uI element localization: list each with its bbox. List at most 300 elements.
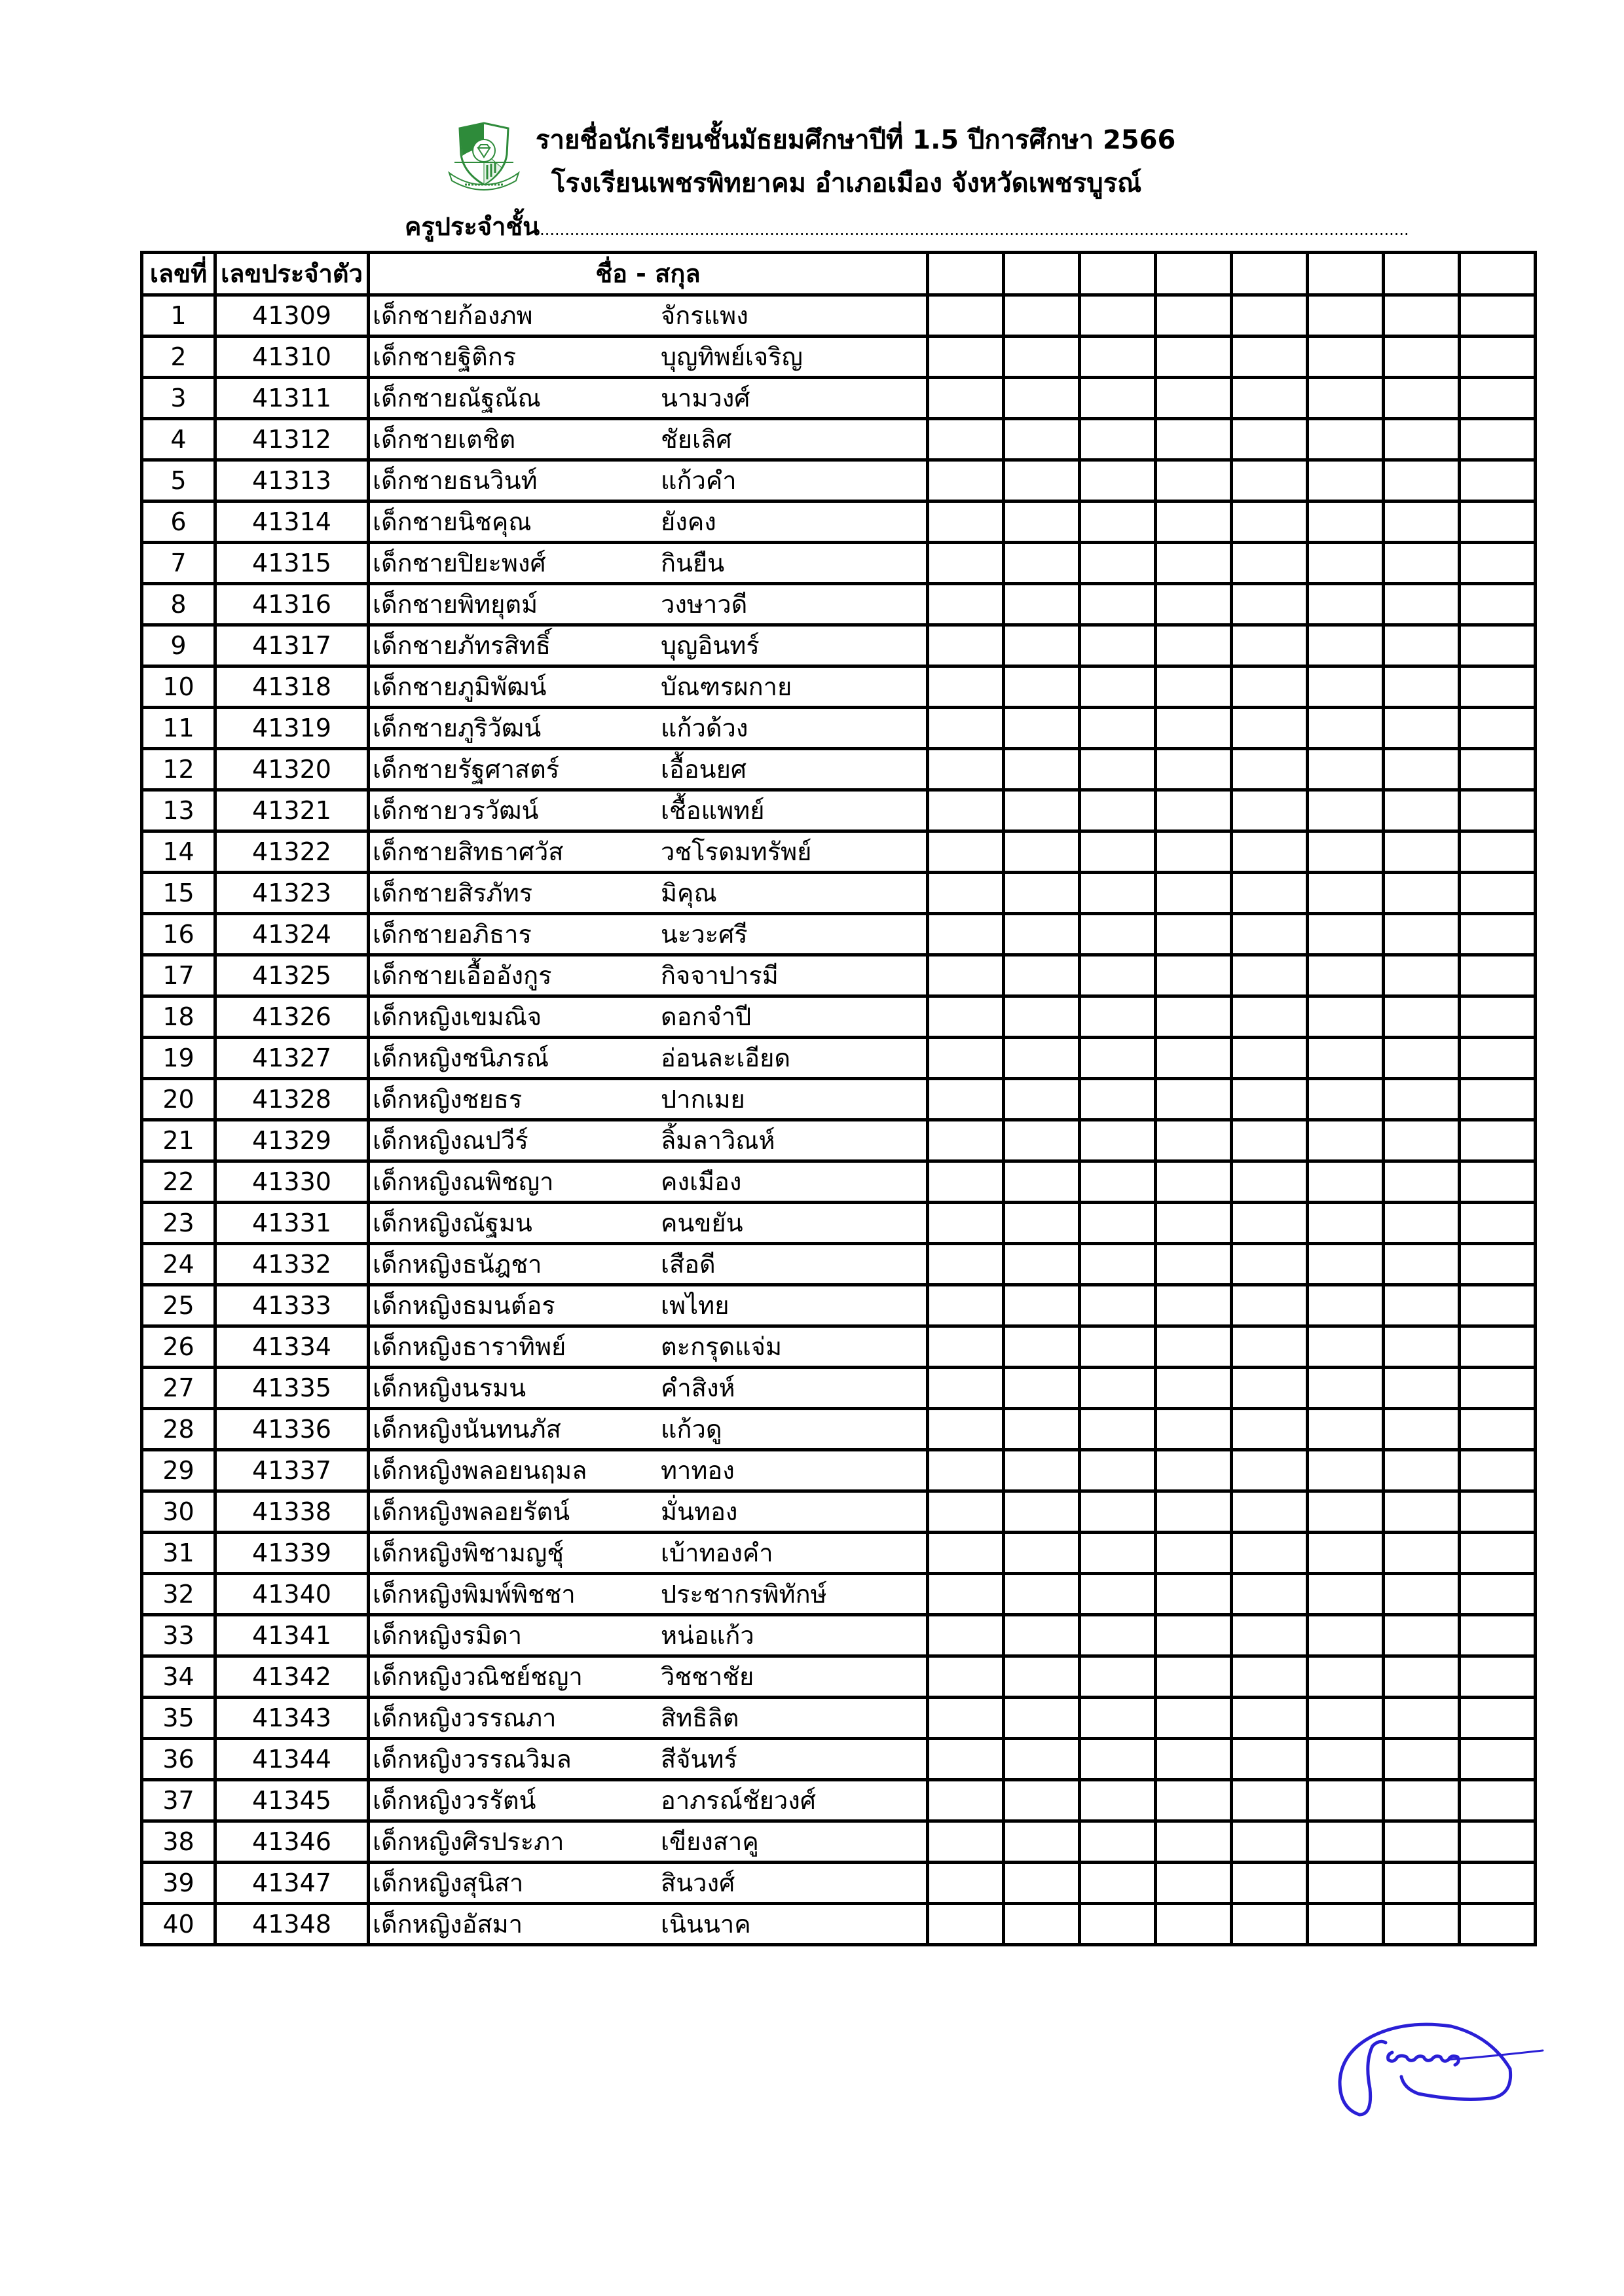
blank-check-cell[interactable] (1232, 1450, 1308, 1491)
blank-check-cell[interactable] (1080, 873, 1156, 914)
blank-check-cell[interactable] (928, 790, 1004, 831)
blank-check-cell[interactable] (1384, 1079, 1460, 1120)
blank-check-cell[interactable] (1232, 873, 1308, 914)
blank-check-cell[interactable] (1232, 1698, 1308, 1739)
blank-check-cell[interactable] (1156, 1161, 1232, 1203)
blank-check-cell[interactable] (1080, 1698, 1156, 1739)
blank-check-cell[interactable] (1232, 1574, 1308, 1615)
blank-check-cell[interactable] (1308, 501, 1384, 543)
blank-check-cell[interactable] (1384, 1656, 1460, 1698)
blank-check-cell[interactable] (1156, 543, 1232, 584)
blank-check-cell[interactable] (1460, 295, 1536, 337)
blank-check-cell[interactable] (1308, 419, 1384, 460)
blank-check-cell[interactable] (1308, 337, 1384, 378)
blank-check-cell[interactable] (1308, 584, 1384, 625)
blank-check-cell[interactable] (1156, 996, 1232, 1038)
blank-check-cell[interactable] (928, 831, 1004, 873)
blank-check-cell[interactable] (928, 996, 1004, 1038)
blank-check-cell[interactable] (1004, 1244, 1080, 1285)
blank-check-cell[interactable] (1232, 337, 1308, 378)
blank-check-cell[interactable] (1460, 666, 1536, 708)
blank-check-cell[interactable] (1308, 1739, 1384, 1780)
blank-check-cell[interactable] (1080, 708, 1156, 749)
blank-check-cell[interactable] (1080, 1326, 1156, 1368)
blank-check-cell[interactable] (1460, 1079, 1536, 1120)
blank-check-cell[interactable] (1004, 501, 1080, 543)
blank-check-cell[interactable] (1308, 1244, 1384, 1285)
blank-check-cell[interactable] (1384, 1038, 1460, 1079)
blank-check-cell[interactable] (928, 1698, 1004, 1739)
blank-check-cell[interactable] (928, 1780, 1004, 1821)
blank-check-cell[interactable] (1384, 831, 1460, 873)
blank-check-cell[interactable] (1080, 1038, 1156, 1079)
blank-check-cell[interactable] (1308, 295, 1384, 337)
blank-check-cell[interactable] (1232, 1533, 1308, 1574)
blank-check-cell[interactable] (1004, 1203, 1080, 1244)
blank-check-cell[interactable] (1080, 625, 1156, 666)
blank-check-cell[interactable] (1004, 1120, 1080, 1161)
blank-check-cell[interactable] (1080, 1574, 1156, 1615)
blank-check-cell[interactable] (1156, 955, 1232, 996)
blank-check-cell[interactable] (1384, 1780, 1460, 1821)
blank-check-cell[interactable] (1460, 460, 1536, 501)
blank-check-cell[interactable] (1460, 625, 1536, 666)
blank-check-cell[interactable] (1232, 1739, 1308, 1780)
blank-check-cell[interactable] (1232, 1409, 1308, 1450)
blank-check-cell[interactable] (1004, 1409, 1080, 1450)
blank-check-cell[interactable] (1004, 1615, 1080, 1656)
blank-check-cell[interactable] (928, 1285, 1004, 1326)
blank-check-cell[interactable] (1004, 460, 1080, 501)
blank-check-cell[interactable] (1080, 295, 1156, 337)
blank-check-cell[interactable] (1384, 378, 1460, 419)
blank-check-cell[interactable] (1232, 584, 1308, 625)
blank-check-cell[interactable] (1460, 1038, 1536, 1079)
blank-check-cell[interactable] (1308, 1656, 1384, 1698)
blank-check-cell[interactable] (1308, 1780, 1384, 1821)
blank-check-cell[interactable] (1460, 1574, 1536, 1615)
blank-check-cell[interactable] (1080, 1161, 1156, 1203)
blank-check-cell[interactable] (1308, 1161, 1384, 1203)
blank-check-cell[interactable] (1384, 295, 1460, 337)
blank-check-cell[interactable] (1460, 1368, 1536, 1409)
blank-check-cell[interactable] (1308, 749, 1384, 790)
blank-check-cell[interactable] (1308, 1079, 1384, 1120)
blank-check-cell[interactable] (1004, 584, 1080, 625)
blank-check-cell[interactable] (1460, 1739, 1536, 1780)
blank-check-cell[interactable] (1156, 378, 1232, 419)
blank-check-cell[interactable] (1232, 543, 1308, 584)
blank-check-cell[interactable] (1080, 419, 1156, 460)
blank-check-cell[interactable] (1232, 1904, 1308, 1945)
blank-check-cell[interactable] (1460, 1450, 1536, 1491)
blank-check-cell[interactable] (928, 460, 1004, 501)
blank-check-cell[interactable] (1156, 295, 1232, 337)
blank-check-cell[interactable] (1460, 831, 1536, 873)
blank-check-cell[interactable] (928, 1450, 1004, 1491)
blank-check-cell[interactable] (1308, 1821, 1384, 1863)
blank-check-cell[interactable] (1080, 1821, 1156, 1863)
blank-check-cell[interactable] (1384, 749, 1460, 790)
blank-check-cell[interactable] (1232, 1244, 1308, 1285)
blank-check-cell[interactable] (928, 1326, 1004, 1368)
blank-check-cell[interactable] (1308, 1698, 1384, 1739)
blank-check-cell[interactable] (928, 1120, 1004, 1161)
blank-check-cell[interactable] (928, 1739, 1004, 1780)
blank-check-cell[interactable] (928, 1161, 1004, 1203)
blank-check-cell[interactable] (1004, 666, 1080, 708)
blank-check-cell[interactable] (1460, 1326, 1536, 1368)
blank-check-cell[interactable] (1232, 295, 1308, 337)
blank-check-cell[interactable] (1080, 584, 1156, 625)
blank-check-cell[interactable] (928, 1574, 1004, 1615)
blank-check-cell[interactable] (1460, 873, 1536, 914)
blank-check-cell[interactable] (1156, 708, 1232, 749)
blank-check-cell[interactable] (928, 914, 1004, 955)
blank-check-cell[interactable] (1080, 996, 1156, 1038)
blank-check-cell[interactable] (928, 1409, 1004, 1450)
blank-check-cell[interactable] (1232, 1285, 1308, 1326)
blank-check-cell[interactable] (1232, 1203, 1308, 1244)
blank-check-cell[interactable] (1004, 1326, 1080, 1368)
blank-check-cell[interactable] (1156, 501, 1232, 543)
blank-check-cell[interactable] (1384, 708, 1460, 749)
blank-check-cell[interactable] (1232, 1821, 1308, 1863)
blank-check-cell[interactable] (1004, 996, 1080, 1038)
blank-check-cell[interactable] (1308, 1368, 1384, 1409)
blank-check-cell[interactable] (1004, 337, 1080, 378)
blank-check-cell[interactable] (1384, 1491, 1460, 1533)
blank-check-cell[interactable] (1080, 1533, 1156, 1574)
blank-check-cell[interactable] (1460, 1409, 1536, 1450)
blank-check-cell[interactable] (1308, 666, 1384, 708)
blank-check-cell[interactable] (1384, 1615, 1460, 1656)
blank-check-cell[interactable] (1384, 501, 1460, 543)
blank-check-cell[interactable] (1384, 1904, 1460, 1945)
blank-check-cell[interactable] (1156, 584, 1232, 625)
blank-check-cell[interactable] (1384, 790, 1460, 831)
blank-check-cell[interactable] (1004, 955, 1080, 996)
blank-check-cell[interactable] (1308, 914, 1384, 955)
blank-check-cell[interactable] (1080, 1615, 1156, 1656)
blank-check-cell[interactable] (1004, 1904, 1080, 1945)
blank-check-cell[interactable] (1156, 460, 1232, 501)
blank-check-cell[interactable] (1004, 1450, 1080, 1491)
blank-check-cell[interactable] (1460, 1863, 1536, 1904)
blank-check-cell[interactable] (1156, 1491, 1232, 1533)
blank-check-cell[interactable] (1080, 831, 1156, 873)
blank-check-cell[interactable] (1460, 1244, 1536, 1285)
blank-check-cell[interactable] (1232, 625, 1308, 666)
blank-check-cell[interactable] (928, 625, 1004, 666)
blank-check-cell[interactable] (1384, 419, 1460, 460)
blank-check-cell[interactable] (1308, 1326, 1384, 1368)
blank-check-cell[interactable] (1308, 1615, 1384, 1656)
blank-check-cell[interactable] (1232, 708, 1308, 749)
blank-check-cell[interactable] (1232, 955, 1308, 996)
blank-check-cell[interactable] (1460, 1120, 1536, 1161)
blank-check-cell[interactable] (1080, 1203, 1156, 1244)
blank-check-cell[interactable] (1004, 749, 1080, 790)
blank-check-cell[interactable] (1232, 501, 1308, 543)
blank-check-cell[interactable] (1460, 1698, 1536, 1739)
blank-check-cell[interactable] (1232, 419, 1308, 460)
blank-check-cell[interactable] (1384, 1326, 1460, 1368)
blank-check-cell[interactable] (1232, 1491, 1308, 1533)
blank-check-cell[interactable] (1232, 1161, 1308, 1203)
blank-check-cell[interactable] (1308, 378, 1384, 419)
blank-check-cell[interactable] (1156, 666, 1232, 708)
blank-check-cell[interactable] (1080, 501, 1156, 543)
blank-check-cell[interactable] (1156, 1698, 1232, 1739)
blank-check-cell[interactable] (928, 1615, 1004, 1656)
blank-check-cell[interactable] (1384, 666, 1460, 708)
blank-check-cell[interactable] (1308, 1120, 1384, 1161)
blank-check-cell[interactable] (1384, 873, 1460, 914)
blank-check-cell[interactable] (1384, 1244, 1460, 1285)
blank-check-cell[interactable] (1080, 1079, 1156, 1120)
blank-check-cell[interactable] (1308, 873, 1384, 914)
blank-check-cell[interactable] (1004, 419, 1080, 460)
blank-check-cell[interactable] (1080, 790, 1156, 831)
blank-check-cell[interactable] (1156, 914, 1232, 955)
blank-check-cell[interactable] (1384, 1450, 1460, 1491)
blank-check-cell[interactable] (1156, 1079, 1232, 1120)
blank-check-cell[interactable] (1232, 1326, 1308, 1368)
blank-check-cell[interactable] (1308, 625, 1384, 666)
blank-check-cell[interactable] (1384, 625, 1460, 666)
blank-check-cell[interactable] (1004, 790, 1080, 831)
blank-check-cell[interactable] (1156, 1780, 1232, 1821)
blank-check-cell[interactable] (1156, 1821, 1232, 1863)
blank-check-cell[interactable] (1384, 996, 1460, 1038)
blank-check-cell[interactable] (1460, 501, 1536, 543)
blank-check-cell[interactable] (928, 1656, 1004, 1698)
blank-check-cell[interactable] (1004, 543, 1080, 584)
blank-check-cell[interactable] (1308, 708, 1384, 749)
blank-check-cell[interactable] (1460, 1161, 1536, 1203)
blank-check-cell[interactable] (1004, 1038, 1080, 1079)
blank-check-cell[interactable] (1156, 1244, 1232, 1285)
blank-check-cell[interactable] (1460, 1780, 1536, 1821)
blank-check-cell[interactable] (1460, 419, 1536, 460)
blank-check-cell[interactable] (1004, 708, 1080, 749)
blank-check-cell[interactable] (1080, 914, 1156, 955)
blank-check-cell[interactable] (1384, 1161, 1460, 1203)
blank-check-cell[interactable] (1232, 666, 1308, 708)
blank-check-cell[interactable] (1004, 831, 1080, 873)
blank-check-cell[interactable] (1384, 543, 1460, 584)
blank-check-cell[interactable] (1080, 955, 1156, 996)
blank-check-cell[interactable] (1460, 584, 1536, 625)
blank-check-cell[interactable] (1460, 1821, 1536, 1863)
blank-check-cell[interactable] (1004, 1780, 1080, 1821)
blank-check-cell[interactable] (1384, 1821, 1460, 1863)
blank-check-cell[interactable] (1080, 1368, 1156, 1409)
blank-check-cell[interactable] (1156, 1120, 1232, 1161)
blank-check-cell[interactable] (1156, 1656, 1232, 1698)
blank-check-cell[interactable] (1080, 1780, 1156, 1821)
blank-check-cell[interactable] (1308, 1904, 1384, 1945)
blank-check-cell[interactable] (1308, 543, 1384, 584)
blank-check-cell[interactable] (1460, 1203, 1536, 1244)
blank-check-cell[interactable] (1308, 1038, 1384, 1079)
blank-check-cell[interactable] (928, 708, 1004, 749)
blank-check-cell[interactable] (1080, 543, 1156, 584)
blank-check-cell[interactable] (1156, 1739, 1232, 1780)
blank-check-cell[interactable] (1080, 1656, 1156, 1698)
blank-check-cell[interactable] (1232, 1656, 1308, 1698)
blank-check-cell[interactable] (1004, 1821, 1080, 1863)
blank-check-cell[interactable] (1308, 996, 1384, 1038)
blank-check-cell[interactable] (928, 1038, 1004, 1079)
blank-check-cell[interactable] (1232, 749, 1308, 790)
blank-check-cell[interactable] (1156, 1409, 1232, 1450)
blank-check-cell[interactable] (1308, 790, 1384, 831)
blank-check-cell[interactable] (1460, 749, 1536, 790)
blank-check-cell[interactable] (928, 1533, 1004, 1574)
blank-check-cell[interactable] (1004, 1491, 1080, 1533)
blank-check-cell[interactable] (928, 1203, 1004, 1244)
blank-check-cell[interactable] (1080, 749, 1156, 790)
blank-check-cell[interactable] (1080, 337, 1156, 378)
blank-check-cell[interactable] (1308, 1574, 1384, 1615)
blank-check-cell[interactable] (1004, 1161, 1080, 1203)
blank-check-cell[interactable] (1460, 543, 1536, 584)
blank-check-cell[interactable] (928, 1491, 1004, 1533)
blank-check-cell[interactable] (1156, 790, 1232, 831)
blank-check-cell[interactable] (928, 749, 1004, 790)
blank-check-cell[interactable] (1384, 1203, 1460, 1244)
blank-check-cell[interactable] (1004, 1863, 1080, 1904)
blank-check-cell[interactable] (928, 1368, 1004, 1409)
blank-check-cell[interactable] (1156, 1863, 1232, 1904)
blank-check-cell[interactable] (1308, 1863, 1384, 1904)
blank-check-cell[interactable] (1080, 1904, 1156, 1945)
blank-check-cell[interactable] (1384, 955, 1460, 996)
blank-check-cell[interactable] (1156, 1203, 1232, 1244)
blank-check-cell[interactable] (1004, 914, 1080, 955)
blank-check-cell[interactable] (928, 501, 1004, 543)
blank-check-cell[interactable] (1156, 1326, 1232, 1368)
blank-check-cell[interactable] (1232, 914, 1308, 955)
blank-check-cell[interactable] (1308, 1533, 1384, 1574)
blank-check-cell[interactable] (1004, 1533, 1080, 1574)
blank-check-cell[interactable] (928, 543, 1004, 584)
blank-check-cell[interactable] (1080, 1244, 1156, 1285)
blank-check-cell[interactable] (1080, 1491, 1156, 1533)
blank-check-cell[interactable] (1384, 1739, 1460, 1780)
blank-check-cell[interactable] (1004, 295, 1080, 337)
blank-check-cell[interactable] (928, 1821, 1004, 1863)
blank-check-cell[interactable] (1460, 914, 1536, 955)
blank-check-cell[interactable] (1080, 1863, 1156, 1904)
blank-check-cell[interactable] (1080, 1409, 1156, 1450)
blank-check-cell[interactable] (1384, 1533, 1460, 1574)
blank-check-cell[interactable] (1004, 1368, 1080, 1409)
blank-check-cell[interactable] (928, 1904, 1004, 1945)
blank-check-cell[interactable] (1156, 1450, 1232, 1491)
blank-check-cell[interactable] (1460, 337, 1536, 378)
blank-check-cell[interactable] (1460, 1656, 1536, 1698)
blank-check-cell[interactable] (1384, 1863, 1460, 1904)
blank-check-cell[interactable] (1232, 1780, 1308, 1821)
blank-check-cell[interactable] (1460, 378, 1536, 419)
blank-check-cell[interactable] (1232, 1038, 1308, 1079)
blank-check-cell[interactable] (1460, 1491, 1536, 1533)
blank-check-cell[interactable] (1460, 996, 1536, 1038)
blank-check-cell[interactable] (1384, 1574, 1460, 1615)
blank-check-cell[interactable] (1460, 1615, 1536, 1656)
blank-check-cell[interactable] (1080, 460, 1156, 501)
blank-check-cell[interactable] (1460, 1285, 1536, 1326)
blank-check-cell[interactable] (1156, 1533, 1232, 1574)
blank-check-cell[interactable] (1156, 1615, 1232, 1656)
blank-check-cell[interactable] (1308, 460, 1384, 501)
blank-check-cell[interactable] (928, 295, 1004, 337)
blank-check-cell[interactable] (928, 1079, 1004, 1120)
blank-check-cell[interactable] (1156, 1574, 1232, 1615)
blank-check-cell[interactable] (1156, 1368, 1232, 1409)
blank-check-cell[interactable] (1308, 831, 1384, 873)
blank-check-cell[interactable] (1232, 378, 1308, 419)
blank-check-cell[interactable] (1384, 460, 1460, 501)
blank-check-cell[interactable] (1384, 1409, 1460, 1450)
blank-check-cell[interactable] (928, 666, 1004, 708)
blank-check-cell[interactable] (1232, 996, 1308, 1038)
blank-check-cell[interactable] (1232, 790, 1308, 831)
blank-check-cell[interactable] (1308, 1285, 1384, 1326)
blank-check-cell[interactable] (1080, 1739, 1156, 1780)
blank-check-cell[interactable] (928, 955, 1004, 996)
blank-check-cell[interactable] (1460, 1533, 1536, 1574)
blank-check-cell[interactable] (1156, 1285, 1232, 1326)
blank-check-cell[interactable] (1004, 1285, 1080, 1326)
blank-check-cell[interactable] (1156, 337, 1232, 378)
blank-check-cell[interactable] (1004, 378, 1080, 419)
blank-check-cell[interactable] (1384, 337, 1460, 378)
blank-check-cell[interactable] (1004, 1656, 1080, 1698)
blank-check-cell[interactable] (1308, 1409, 1384, 1450)
blank-check-cell[interactable] (1156, 831, 1232, 873)
blank-check-cell[interactable] (1004, 625, 1080, 666)
blank-check-cell[interactable] (928, 1244, 1004, 1285)
blank-check-cell[interactable] (1308, 955, 1384, 996)
blank-check-cell[interactable] (1232, 831, 1308, 873)
blank-check-cell[interactable] (1232, 1615, 1308, 1656)
blank-check-cell[interactable] (928, 337, 1004, 378)
blank-check-cell[interactable] (1308, 1491, 1384, 1533)
blank-check-cell[interactable] (928, 419, 1004, 460)
blank-check-cell[interactable] (1156, 1904, 1232, 1945)
blank-check-cell[interactable] (1232, 1120, 1308, 1161)
blank-check-cell[interactable] (1460, 1904, 1536, 1945)
blank-check-cell[interactable] (928, 378, 1004, 419)
blank-check-cell[interactable] (1156, 749, 1232, 790)
blank-check-cell[interactable] (1080, 1120, 1156, 1161)
blank-check-cell[interactable] (1004, 1739, 1080, 1780)
blank-check-cell[interactable] (1460, 708, 1536, 749)
blank-check-cell[interactable] (1080, 378, 1156, 419)
blank-check-cell[interactable] (1384, 914, 1460, 955)
blank-check-cell[interactable] (1080, 1285, 1156, 1326)
blank-check-cell[interactable] (1384, 1698, 1460, 1739)
blank-check-cell[interactable] (1384, 1120, 1460, 1161)
blank-check-cell[interactable] (1004, 873, 1080, 914)
blank-check-cell[interactable] (1460, 790, 1536, 831)
blank-check-cell[interactable] (1308, 1203, 1384, 1244)
blank-check-cell[interactable] (1156, 1038, 1232, 1079)
